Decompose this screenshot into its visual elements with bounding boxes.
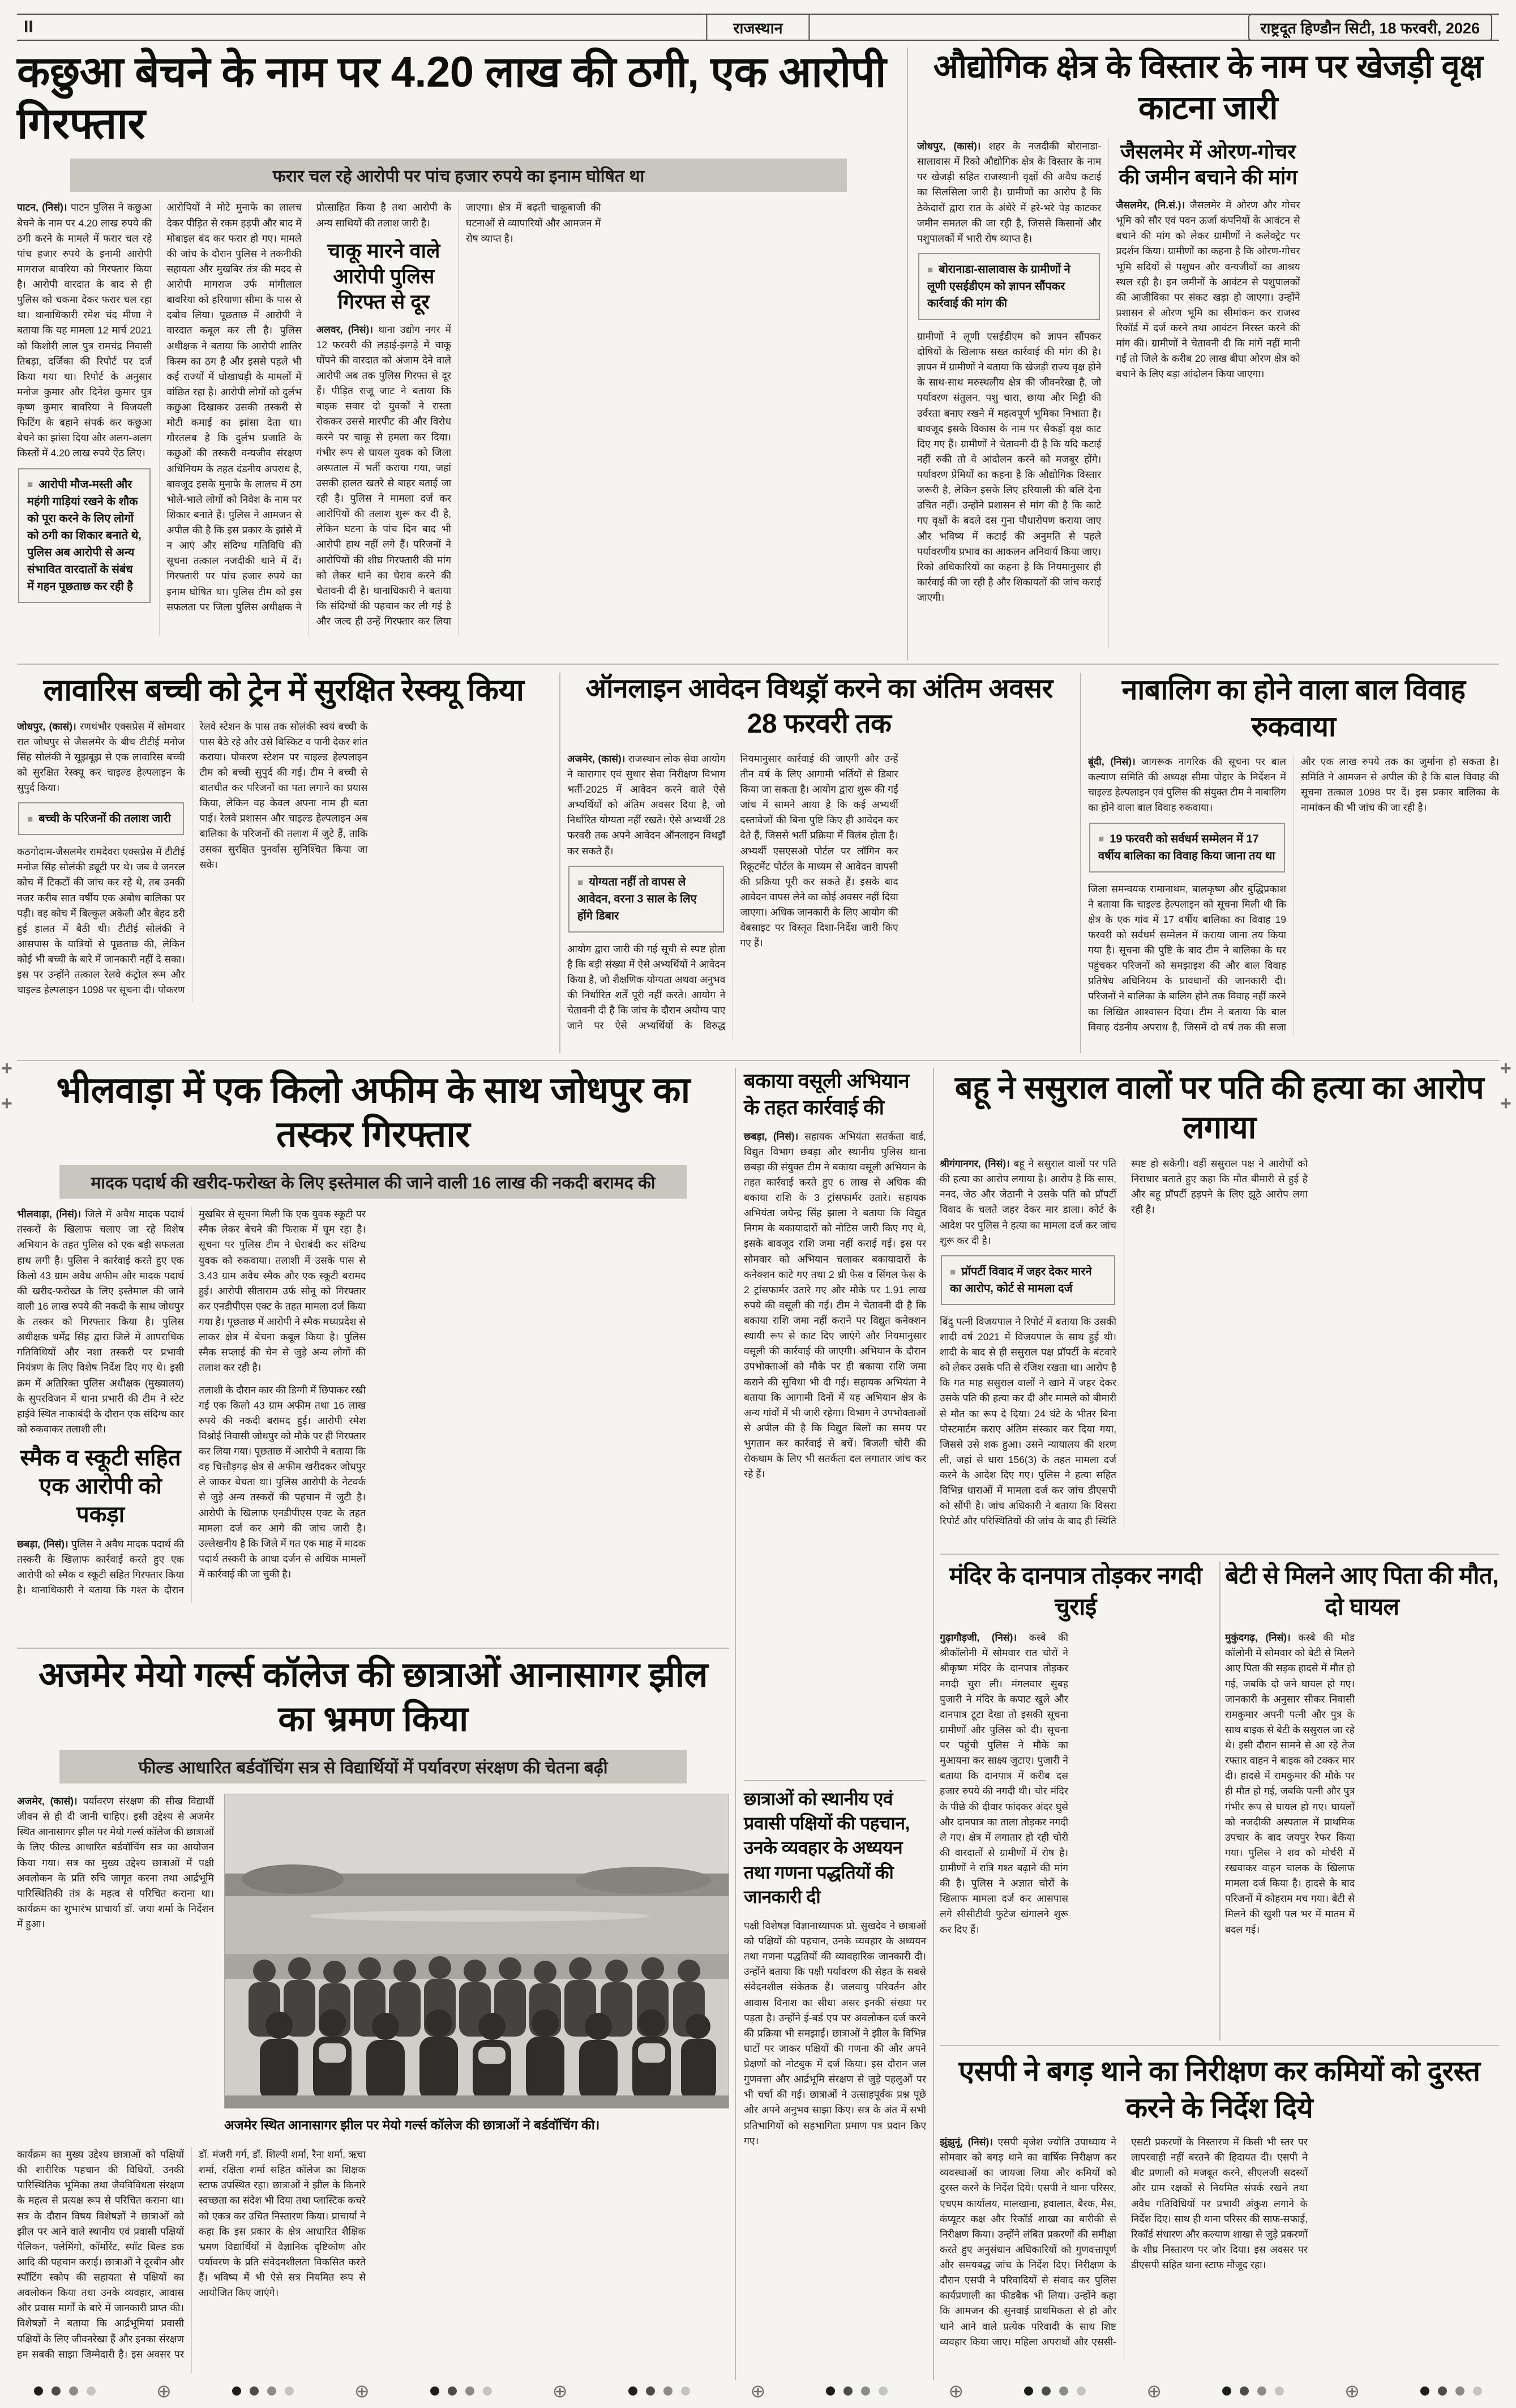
- registration-dot: [1240, 2386, 1249, 2396]
- article-khejri-trees: [917, 46, 1499, 660]
- body-text: पक्षी विशेषज्ञ विज्ञानाध्यापक प्रो. सुखदेव ने छात्राओं को पक्षियों की पहचान, उनके व्यवहार के अध्ययन तथा गणना पद्धतियों की व्यावहारिक जानकारी दी। उन्होंने बताया कि पक्षी पर्यावरण की सेहत के सबसे संवेदनशील संकेतक हैं। जलवायु परिवर्तन और आवास विनाश का सीधा असर इनकी संख्या पर पड़ता है। उन्होंने ई-बर्ड एप पर अवलोकन दर्ज करने की प्रक्रिया भी समझाई। छात्राओं ने झील के विभिन्न घाटों पर जाकर पक्षियों की गणना की और अपने प्रेक्षणों को नोटबुक में दर्ज किया। इस दौरान जल गुणवत्ता और आर्द्रभूमि संरक्षण से जुड़े पहलुओं पर भी चर्चा की गई। छात्राओं ने उत्साहपूर्वक प्रश्न पूछे और अपने अनुभव साझा किए। सत्र के अंत में सभी प्रतिभागियों को सहभागिता प्रमाण पत्र प्रदान किए गए।: [744, 1919, 926, 2146]
- article-child-marriage: [1088, 671, 1499, 1054]
- registration-dot: [285, 2386, 294, 2396]
- students-birdwatching-photo: [224, 1794, 729, 2108]
- article-headline: लावारिस बच्ची को ट्रेन में सुरक्षित रेस्क्यू किया: [43, 673, 524, 707]
- article-body: [1225, 1630, 1499, 2026]
- dateline: अलवर, (निसं)।: [316, 323, 373, 335]
- box-bullet-icon: ■: [27, 814, 33, 825]
- row-divider: [744, 1780, 926, 1781]
- highlight-text: योग्यता नहीं तो वापस ले आवेदन, वरना 3 साल के लिए होंगे डिबार: [577, 875, 697, 922]
- registration-dot: [1059, 2386, 1068, 2396]
- body-text: कार्यक्रम का मुख्य उद्देश्य छात्राओं को पक्षियों की शारीरिक पहचान की विधियों, उनकी पारिस्थितिक भूमिका तथा जैवविविधता संरक्षण के महत्व से प्रत्यक्ष रूप से परिचित कराना था। सत्र के दौरान विषय विशेषज्ञों ने छात्राओं को झील पर आने वाले स्थानीय एवं प्रवासी पक्षियों पेलिकन, फ्लेमिंगो, कॉर्मोरेंट, स्पॉट बिल्ड डक आदि की पहचान कराई। छात्राओं ने दूरबीन और स्पॉटिंग स्कोप की सहायता से पक्षियों का अवलोकन किया तथा उनके व्यवहार, आवास और प्रवास मार्गों के बारे में जानकारी प्राप्त की। विशेषज्ञों ने बताया कि आर्द्रभूमियां प्रवासी पक्षियों के लिए जीवनरेखा हैं और इनका संरक्षण हम सबकी साझा जिम्मेदारी है। इस अवसर पर डॉ. मंजरी गर्ग, डॉ. शिल्पी शर्मा, रैना शर्मा, ऋचा शर्मा, रक्षिता शर्मा सहित कॉलेज का शिक्षक स्टाफ उपस्थित रहा। छात्राओं ने झील के किनारे स्वच्छता का संदेश भी दिया तथा प्लास्टिक कचरे को एकत्र कर उचित निस्तारण किया। प्राचार्या ने कहा कि इस प्रकार के क्षेत्र आधारित शैक्षिक भ्रमण विद्यार्थियों में वैज्ञानिक दृष्टिकोण और पर्यावरण के प्रति संवेदनशीलता विकसित करते हैं। भविष्य में भी ऐसे सत्र नियमित रूप से आयोजित किए जाएंगे।: [17, 2149, 366, 2360]
- article-body: [1088, 754, 1499, 1037]
- crop-mark-icon: +: [1, 1058, 12, 1079]
- body-text: कस्बे की मोड कॉलोनी में सोमवार को बेटी से मिलने आए पिता की सड़क हादसे में मौत हो गई, जबकि दो जने घायल हो गए। जानकारी के अनुसार सीकर निवासी रामकुमार अपनी पत्नी और पुत्र के साथ बाइक से बेटी के ससुराल जा रहे थे। इसी दौरान सामने से आ रहे तेज रफ्तार वाहन ने बाइक को टक्कर मार दी। हादसे में रामकुमार की मौके पर ही मौत हो गई, जबकि पत्नी और पुत्र गंभीर रूप से घायल हो गए। घायलों को नजदीकी अस्पताल में प्राथमिक उपचार के बाद जयपुर रेफर किया गया। पुलिस ने शव को मोर्चरी में रखवाकर वाहन चालक के खिलाफ मामला दर्ज किया है। हादसे के बाद परिजनों में कोहराम मच गया। बेटी से मिलने की खुशी पल भर में मातम में बदल गई।: [1225, 1632, 1355, 1935]
- article-opium-smuggler: [17, 1068, 729, 1643]
- article-mayo-birdwatching: [17, 1653, 729, 2380]
- dateline: जोधपुर, (कासं)।: [917, 140, 981, 152]
- crop-mark-icon: +: [1500, 1058, 1511, 1079]
- registration-dot: [826, 2386, 835, 2396]
- article-headline: बकाया वसूली अभियान के तहत कार्रवाई की: [744, 1069, 910, 1119]
- registration-dot: [1275, 2386, 1284, 2396]
- registration-dot: [628, 2386, 637, 2396]
- registration-cross-icon: ⊕: [354, 2381, 370, 2401]
- dateline: बूंदी, (निसं)।: [1088, 756, 1136, 767]
- registration-dots: [34, 2386, 96, 2396]
- registration-dots: [826, 2386, 888, 2396]
- article-murder-allegation: [940, 1068, 1499, 1549]
- registration-dot: [430, 2386, 439, 2396]
- registration-dot: [34, 2386, 43, 2396]
- article-headline: एसपी ने बगड़ थाने का निरीक्षण कर कमियों को दुरस्त करने के निर्देश दिये: [958, 2055, 1480, 2124]
- dateline: गुढ़ागौड़जी, (निसं)।: [940, 1632, 1017, 1644]
- dateline: भीलवाड़ा, (निसं)।: [17, 1208, 82, 1220]
- body-text: पुलिस ने अवैध मादक पदार्थ की तस्करी के खिलाफ कार्रवाई करते हुए एक आरोपी को स्मैक व स्कूटी सहित गिरफ्तार किया है। थानाधिकारी ने बताया कि गश्त के दौरान मुखबिर से सूचना मिली कि एक युवक स्कूटी पर स्मैक लेकर बेचने की फिराक में घूम रहा है। सूचना पर पुलिस टीम ने घेराबंदी कर संदिग्ध युवक को रुकवाया। तलाशी में उसके पास से 3.43 ग्राम अवैध स्मैक और एक स्कूटी बरामद हुई। आरोपी सीताराम उर्फ सोनू को गिरफ्तार कर एनडीपीएस एक्ट के तहत मामला दर्ज किया गया है। पूछताछ में आरोपी ने स्मैक मध्यप्रदेश से लाकर क्षेत्र में बेचना कबूल किया है। पुलिस स्मैक सप्लाई की चेन से जुड़े अन्य लोगों की तलाश कर रही है।: [17, 1208, 366, 1596]
- article-rpsc-withdraw: [567, 671, 1071, 1054]
- article-body: [917, 139, 1499, 648]
- section-title: राजस्थान: [706, 15, 810, 40]
- column-divider: [735, 1068, 736, 2380]
- registration-dots: [232, 2386, 294, 2396]
- registration-dot: [1024, 2386, 1033, 2396]
- body-text: राजस्थान लोक सेवा आयोग ने कारागार एवं सुधार सेवा निरीक्षण विभाग भर्ती-2025 में आवेदन करने वाले ऐसे अभ्यर्थियों को अंतिम अवसर दिया है, जो निर्धारित योग्यता नहीं रखते। ऐसे अभ्यर्थी 28 फरवरी तक अपने आवेदन ऑनलाइन विथड्रॉ कर सकते हैं।: [567, 752, 726, 857]
- registration-dot: [1257, 2386, 1266, 2396]
- highlight-box: [1089, 823, 1285, 872]
- registration-dot: [1222, 2386, 1231, 2396]
- crop-mark-icon: +: [1500, 1093, 1511, 1114]
- article-train-rescue: [17, 671, 550, 1054]
- registration-dot: [681, 2386, 690, 2396]
- body-text: एसपी बृजेश ज्योति उपाध्याय ने सोमवार को बगड़ थाने का वार्षिक निरीक्षण कर व्यवस्थाओं का जायजा लिया और कमियों को दुरस्त करने के निर्देश दिये। एसपी ने थाना परिसर, एचएम कार्यालय, मालखाना, हवालात, बैरक, मैस, कंप्यूटर कक्ष और रिकॉर्ड शाखा का बारीकी से निरीक्षण किया। उन्होंने लंबित प्रकरणों की समीक्षा करते हुए अनुसंधान अधिकारियों को गुणवत्तापूर्ण और समयबद्ध जांच के निर्देश दिए। निरीक्षण के दौरान एसपी ने परिवादियों से संवाद कर पुलिस कार्यप्रणाली का फीडबैक भी लिया। उन्होंने कहा कि आमजन की सुनवाई प्राथमिकता से हो और थाने आने वाले प्रत्येक परिवादी के साथ शिष्ट व्यवहार किया जाए। महिला अपराधों और एससी-एसटी प्रकरणों के निस्तारण में किसी भी स्तर पर लापरवाही नहीं बरतने की हिदायत दी। एसपी ने बीट प्रणाली को मजबूत करने, सीएलजी सदस्यों और ग्राम रक्षकों से नियमित संपर्क रखने तथा अवैध गतिविधियों पर प्रभावी अंकुश लगाने के निर्देश दिए। साथ ही थाना परिसर की साफ-सफाई, रिकॉर्ड संधारण और कल्याण शाखा से जुड़े प्रकरणों के शीघ्र निस्तारण पर जोर दिया। इस अवसर पर डीएसपी सहित थाना स्टाफ मौजूद रहा।: [940, 2136, 1308, 2347]
- body-text: जिले में अवैध मादक पदार्थ तस्करों के खिलाफ चलाए जा रहे विशेष अभियान के तहत पुलिस को एक बड़ी सफलता हाथ लगी है। पुलिस ने कार्रवाई करते हुए एक किलो 43 ग्राम अवैध अफीम और मादक पदार्थ की खरीद-फरोख्त के लिए इस्तेमाल की जाने वाली 16 लाख रुपये की नकदी के साथ जोधपुर के तस्कर को गिरफ्तार किया है। पुलिस अधीक्षक धर्मेंद्र सिंह द्वारा जिले में आपराधिक गतिविधियों और नशा तस्करी पर प्रभावी नियंत्रण के लिए विशेष निर्देश दिए गए थे। इसी क्रम में अतिरिक्त पुलिस अधीक्षक (मुख्यालय) के सुपरविजन में थाना प्रभारी की टीम ने स्टेट हाईवे स्थित नाकाबंदी के दौरान एक संदिग्ध कार को रुकवाकर तलाशी ली।: [17, 1208, 184, 1435]
- registration-dot: [1455, 2386, 1464, 2396]
- body-text: कस्बे की श्रीकॉलोनी में सोमवार रात चोरों ने श्रीकृष्ण मंदिर के दानपात्र तोड़कर नगदी चुरा ली। मंगलवार सुबह पुजारी ने मंदिर के कपाट खुले और दानपात्र टूटा देखा तो इसकी सूचना ग्रामीणों और पुलिस को दी। सूचना पर पहुंची पुलिस ने मौके का मुआयना कर साक्ष्य जुटाए। पुजारी ने बताया कि दानपात्र में करीब दस हजार रुपये की नगदी थी। चोर मंदिर के पीछे की दीवार फांदकर अंदर घुसे और दानपात्र का ताला तोड़कर नगदी ले गए। क्षेत्र में लगातार हो रही चोरी की वारदातों से ग्रामीणों में रोष है। ग्रामीणों ने रात्रि गश्त बढ़ाने की मांग की है। पुलिस ने अज्ञात चोरों के खिलाफ मामला दर्ज कर आसपास लगे सीसीटीवी फुटेज खंगालने शुरू कर दिए हैं।: [940, 1632, 1068, 1935]
- row-divider: [940, 2045, 1499, 2046]
- body-text: जैसलमेर में ओरण और गोचर भूमि को सौर एवं पवन ऊर्जा कंपनियों के आवंटन से बचाने की मांग को लेकर ग्रामीणों ने कलेक्ट्रेट पर प्रदर्शन किया। ग्रामीणों का कहना है कि ओरण-गोचर भूमि सदियों से पशुधन और वन्यजीवों का आश्रय स्थल रही है। इन जमीनों के आवंटन से पशुपालकों की आजीविका पर संकट खड़ा हो जाएगा। उन्होंने प्रशासन से ओरण भूमि का सीमांकन कर राजस्व रिकॉर्ड में दर्ज करने तथा आवंटन निरस्त करने की मांग की। ग्रामीणों ने चेतावनी दी कि मांगें नहीं मानी गईं तो जिले के करीब 20 लाख बीघा ओरण क्षेत्र को बचाने के लिए बड़ा आंदोलन किया जाएगा।: [1116, 199, 1300, 380]
- registration-dot: [52, 2386, 61, 2396]
- body-text: कठगोदाम-जैसलमेर रामदेवरा एक्सप्रेस में टीटीई मनोज सिंह सोलंकी ड्यूटी पर थे। जब वे जनरल कोच में टिकटों की जांच कर रहे थे, तब उनकी नजर करीब सात वर्षीय एक अबोध बालिका पर पड़ी। वह कोच में बिल्कुल अकेली और बेहद डरी हुई हालत में बैठी थी। टीटीई सोलंकी ने आसपास के यात्रियों से पूछताछ की, लेकिन कोई भी बच्ची के बारे में जानकारी नहीं दे सका। इस पर उन्होंने तत्काल रेलवे कंट्रोल रूम और चाइल्ड हेल्पलाइन 1098 पर सूचना दी। पोकरण रेलवे स्टेशन के पास तक सोलंकी स्वयं बच्ची के पास बैठे रहे और उसे बिस्किट व पानी देकर शांत कराया। पोकरण स्टेशन पर चाइल्ड हेल्पलाइन टीम को बच्ची सुपुर्द की गई। टीम ने बच्ची से बातचीत कर परिजनों का पता लगाने का प्रयास किया, लेकिन वह केवल अपना नाम ही बता पाई। रेलवे प्रशासन और चाइल्ड हेल्पलाइन अब बालिका के परिजनों की तलाश में जुटे हैं, ताकि उसका सुरक्षित पुनर्वास सुनिश्चित किया जा सके।: [17, 720, 368, 996]
- registration-dot: [483, 2386, 492, 2396]
- registration-cross-icon: ⊕: [948, 2381, 964, 2401]
- box-bullet-icon: ■: [927, 264, 933, 275]
- highlight-text: बोरानाडा-सालावास के ग्रामीणों ने लूणी एसईडीएम को ज्ञापन सौंपकर कार्रवाई की मांग की: [927, 263, 1070, 310]
- article-sp-inspection: [940, 2053, 1499, 2380]
- body-text: आयोग द्वारा जारी की गई सूची से स्पष्ट होता है कि बड़ी संख्या में ऐसे अभ्यर्थियों ने आवेदन किया है, जो शैक्षणिक योग्यता अथवा अनुभव की निर्धारित शर्तें पूरी नहीं करते। आयोग ने चेतावनी दी है कि जांच के दौरान अयोग्य पाए जाने पर ऐसे अभ्यर्थियों के विरुद्ध नियमानुसार कार्रवाई की जाएगी और उन्हें तीन वर्ष के लिए आगामी भर्तियों से डिबार किया जा सकता है। आयोग द्वारा शुरू की गई जांच में सामने आया है कि कई अभ्यर्थी दस्तावेजों की बिना पुष्टि किए ही आवेदन कर देते हैं, जिससे भर्ती प्रक्रिया में विलंब होता है। अभ्यर्थी एसएसओ पोर्टल पर लॉगिन कर रिक्रूटमेंट पोर्टल के माध्यम से आवेदन वापसी की प्रक्रिया पूरी कर सकते हैं। इसके बाद आवेदन वापस लेने का कोई अवसर नहीं दिया जाएगा। अधिक जानकारी के लिए आयोग की वेबसाइट पर विस्तृत दिशा-निर्देश जारी किए गए हैं।: [567, 752, 898, 1032]
- registration-dot: [1077, 2386, 1086, 2396]
- article-headline: छात्राओं को स्थानीय एवं प्रवासी पक्षियों की पहचान, उनके व्यवहार के अध्ययन तथा गणना पद्धतियों की जानकारी दी: [744, 1789, 910, 1907]
- highlight-text: आरोपी मौज-मस्ती और महंगी गाड़ियां रखने के शौक को पूरा करने के लिए लोगों को ठगी का शिकार बनाते थे, पुलिस अब आरोपी से अन्य संभावित वारदातों के संबंध में गहन पूछताछ कर रही है: [27, 478, 142, 593]
- highlight-box: [18, 802, 184, 835]
- row-divider: [940, 1554, 1499, 1555]
- photo-caption: अजमेर स्थित आनासागर झील पर मेयो गर्ल्स कॉलेज की छात्राओं ने बर्डवॉचिंग की।: [224, 2118, 600, 2132]
- registration-dots: [1024, 2386, 1086, 2396]
- body-text: शहर के नजदीकी बोरानाडा-सालावास में रिको औद्योगिक क्षेत्र के विस्तार के नाम पर खेजड़ी सहित राजस्थानी वृक्षों की अवैध कटाई का सिलसिला जारी है। ग्रामीणों का आरोप है कि ठेकेदारों द्वारा रात के अंधेरे में हरे-भरे पेड़ काटकर जमीन समतल की जा रही है, जिससे किसानों और पशुपालकों में भारी रोष व्याप्त है।: [917, 140, 1102, 244]
- registration-cross-icon: ⊕: [750, 2381, 766, 2401]
- article-body: [17, 719, 550, 1002]
- article-headline: मंदिर के दानपात्र तोड़कर नगदी चुराई: [949, 1562, 1202, 1620]
- article-headline: भीलवाड़ा में एक किलो अफीम के साथ जोधपुर का तस्कर गिरफ्तार: [56, 1070, 690, 1155]
- box-bullet-icon: ■: [27, 479, 33, 490]
- body-text: पाटन पुलिस ने कछुआ बेचने के नाम पर 4.20 लाख रुपये की ठगी करने के मामले में फरार चल रहे पांच हजार रुपये के इनामी आरोपी मागराज बावरिया को गिरफ्तार किया है। आरोपी वारदात के बाद से ही पुलिस को चकमा देकर फरार चल रहा था। थानाधिकारी रमेश चंद मीणा ने बताया कि यह मामला 12 मार्च 2021 को किशोरी लाल पुत्र रामचंद्र निवासी तिबड़ा, दर्जिका की रिपोर्ट पर दर्ज किया गया था। रिपोर्ट के अनुसार मनोज कुमार और दिनेश कुमार पुत्र कृष्ण कुमार बावरिया ने विजयली फिटिंग के बहाने संपर्क कर कछुआ बेचने का झांसा दिया और अलग-अलग किस्तों में 4.20 लाख रुपये ऐंठ लिए।: [17, 202, 152, 459]
- body-text: पर्यावरण संरक्षण की सीख विद्यार्थी जीवन से ही दी जानी चाहिए। इसी उद्देश्य से अजमेर स्थित आनासागर झील पर मेयो गर्ल्स कॉलेज की छात्राओं के लिए फील्ड आधारित बर्डवॉचिंग सत्र का आयोजन किया गया। सत्र का मुख्य उद्देश्य छात्राओं में पक्षी अवलोकन के प्रति रुचि जागृत करना तथा आर्द्रभूमि पारिस्थितिकी तंत्र के महत्व से परिचित कराना था। कार्यक्रम का शुभारंभ प्राचार्या डॉ. जया शर्मा के निर्देशन में हुआ।: [17, 1795, 214, 1930]
- paragraph: [17, 1207, 184, 1437]
- sub-story-headline: स्मैक व स्कूटी सहित एक आरोपी को पकड़ा: [20, 1445, 181, 1528]
- column-divider: [907, 48, 908, 660]
- registration-dots: [430, 2386, 492, 2396]
- article-dues-recovery: [744, 1068, 926, 1776]
- article-body: [17, 1207, 729, 1603]
- photo-illustration: [225, 1794, 729, 2108]
- paragraph: [17, 1794, 214, 1932]
- body-text: आरोपियों ने मोटे मुनाफे का लालच देकर पीड़ित से रकम हड़पी और बाद में मोबाइल बंद कर फरार हो गए। मामले की जांच के दौरान पुलिस ने तकनीकी सहायता और मुखबिर तंत्र की मदद से आरोपी मागराज उर्फ मांगीलाल बावरिया को हरियाणा सीमा के पास से दबोच लिया। पूछताछ में आरोपी ने वारदात कबूल कर ली है। पुलिस अधीक्षक ने बताया कि आरोपी शातिर किस्म का ठग है और इससे पहले भी कई राज्यों में धोखाधड़ी के मामलों में वांछित रहा है। आरोपी लोगों को दुर्लभ कछुआ दिखाकर उसकी तस्करी से मोटी कमाई का झांसा देता था। गौरतलब है कि दुर्लभ प्रजाति के कछुओं की तस्करी वन्यजीव संरक्षण अधिनियम के तहत दंडनीय अपराध है, बावजूद इसके मुनाफे के लालच में ठग भोले-भाले लोगों को निवेश के नाम पर शिकार बनाते हैं। पुलिस ने आमजन से अपील की है कि इस प्रकार के झांसे में न आएं और संदिग्ध गतिविधि की सूचना तत्काल नजदीकी थाने में दें। गिरफ्तारी पर पांच हजार रुपये का इनाम घोषित था। पुलिस टीम को इस सफलता पर जिला पुलिस अधीक्षक ने प्रोत्साहित किया है तथा आरोपी के अन्य साथियों की तलाश जारी है।: [166, 202, 451, 613]
- article-subhead-bar: मादक पदार्थ की खरीद-फरोख्त के लिए इस्तेमाल की जाने वाली 16 लाख की नकदी बरामद की: [59, 1165, 686, 1199]
- dateline: झुंझुनूं, (निसं)।: [940, 2136, 993, 2148]
- highlight-box: [918, 253, 1100, 320]
- paragraph: [917, 139, 1101, 246]
- box-bullet-icon: ■: [577, 876, 584, 888]
- body-text: सहायक अभियंता सतर्कता वार्ड, विद्युत विभाग छबड़ा और स्थानीय पुलिस थाना छबड़ा की संयुक्त टीम ने बकाया वसूली अभियान के तहत कार्रवाई करते हुए 6 लाख से अधिक की बकाया राशि के 3 ट्रांसफार्मर उतारे। सहायक अभियंता जयेन्द्र सिंह झाला ने बताया कि विद्युत निगम के बकायादारों को नोटिस जारी किए गए थे, इसके बावजूद राशि जमा नहीं कराई गई। इस पर सोमवार को अभियान चलाकर बकायादारों के कनेक्शन काटे गए तथा 2 थ्री फेस व सिंगल फेस के 2 ट्रांसफार्मर उतारे गए और मौके पर 1.91 लाख रुपये की वसूली की गई। टीम ने चेतावनी दी है कि बकाया राशि जमा नहीं कराने पर विद्युत कनेक्शन स्थायी रूप से काट दिए जाएंगे और नियमानुसार वसूली की कार्रवाई की जाएगी। अभियान के दौरान उपभोक्ताओं को मौके पर ही बकाया राशि जमा कराने की सुविधा भी दी गई। सहायक अभियंता ने बताया कि आगामी दिनों में यह अभियान क्षेत्र के अन्य गांवों में भी जारी रहेगा। विभाग ने उपभोक्ताओं से अपील की है कि विद्युत बिलों का समय पर भुगतान कर कार्रवाई से बचें। बिजली चोरी की रोकथाम के लिए भी सतर्कता दल लगातार जांच कर रहे हैं।: [744, 1130, 926, 1480]
- paragraph: [744, 1129, 926, 1482]
- dateline: जोधपुर, (कासं)।: [17, 720, 76, 732]
- article-father-death: [1225, 1560, 1499, 2042]
- registration-dot: [1438, 2386, 1447, 2396]
- article-temple-theft: [940, 1560, 1211, 2042]
- registration-cross-icon: ⊕: [156, 2381, 172, 2401]
- registration-dot: [87, 2386, 96, 2396]
- highlight-text: 19 फरवरी को सर्वधर्म सम्मेलन में 17 वर्षीय बालिका का विवाह किया जाना तय था: [1098, 832, 1275, 862]
- paragraph: [940, 2135, 1308, 2361]
- paragraph: [17, 719, 185, 796]
- registration-dot: [465, 2386, 474, 2396]
- paragraph: [567, 751, 725, 859]
- highlight-box: [568, 866, 724, 933]
- article-tortoise-fraud: [17, 46, 900, 660]
- article-body: [940, 1156, 1499, 1530]
- article-intro-column: [17, 1794, 214, 2131]
- sub-story-headline: जैसलमेर में ओरण-गोचर की जमीन बचाने की मांग: [1119, 140, 1297, 189]
- sub-story-headline: चाकू मारने वाले आरोपी पुलिस गिरफ्त से दूर: [327, 238, 440, 313]
- article-headline: औद्योगिक क्षेत्र के विस्तार के नाम पर खेजड़ी वृक्ष काटना जारी: [933, 48, 1483, 126]
- box-bullet-icon: ■: [1098, 833, 1104, 845]
- dateline: पाटन, (निसं)।: [17, 202, 67, 213]
- article-subhead-bar: फरार चल रहे आरोपी पर पांच हजार रुपये का इनाम घोषित था: [70, 159, 847, 192]
- dateline: मुकुंदगढ़, (निसं)।: [1225, 1632, 1291, 1644]
- registration-dot: [267, 2386, 276, 2396]
- row-divider: [17, 1648, 729, 1649]
- highlight-text: बच्ची के परिजनों की तलाश जारी: [38, 812, 171, 826]
- row-divider: [17, 664, 1499, 665]
- registration-dots: [628, 2386, 690, 2396]
- registration-dot: [232, 2386, 241, 2396]
- dateline: अजमेर, (कासं)।: [567, 752, 626, 764]
- dateline: छबड़ा, (निसं)।: [17, 1538, 68, 1550]
- paragraph: [1225, 1630, 1355, 1937]
- registration-dot: [250, 2386, 259, 2396]
- registration-cross-icon: ⊕: [1146, 2381, 1162, 2401]
- article-headline: अजमेर मेयो गर्ल्स कॉलेज की छात्राओं आनासागर झील का भ्रमण किया: [38, 1656, 708, 1739]
- row-divider: [17, 1060, 1499, 1061]
- registration-dot: [69, 2386, 78, 2396]
- registration-dots: [1222, 2386, 1284, 2396]
- article-headline: बहू ने ससुराल वालों पर पति की हत्या का आरोप लगाया: [954, 1070, 1484, 1145]
- registration-dot: [861, 2386, 870, 2396]
- article-headline: बेटी से मिलने आए पिता की मौत, दो घायल: [1225, 1562, 1499, 1620]
- registration-cross-icon: ⊕: [552, 2381, 568, 2401]
- dateline: अजमेर, (कासं)।: [17, 1795, 78, 1807]
- highlight-text: प्रॉपर्टी विवाद में जहर देकर मारने का आरोप, कोर्ट से मामला दर्ज: [950, 1265, 1092, 1295]
- body-text: रणथंभौर एक्सप्रेस में सोमवार रात जोधपुर से जैसलमेर के बीच टीटीई मनोज सिंह सोलंकी ने सूझबूझ से एक लावारिस बच्ची को सुरक्षित रेस्क्यू कर चाइल्ड हेल्पलाइन के सुपुर्द किया।: [17, 720, 185, 793]
- article-headline: ऑनलाइन आवेदन विथड्रॉ करने का अंतिम अवसर 28 फरवरी तक: [585, 674, 1053, 739]
- body-text: तलाशी के दौरान कार की डिग्गी में छिपाकर रखी गई एक किलो 43 ग्राम अफीम तथा 16 लाख रुपये की नकदी बरामद हुई। आरोपी रमेश विश्नोई निवासी जोधपुर को मौके पर ही गिरफ्तार कर लिया गया। पूछताछ में आरोपी ने बताया कि वह चित्तौड़गढ़ क्षेत्र से अफीम खरीदकर जोधपुर ले जाकर बेचता था। पुलिस आरोपी के नेटवर्क से जुड़े अन्य तस्करों की पहचान में जुटी है। आरोपी के खिलाफ एनडीपीएस एक्ट के तहत मामला दर्ज कर आगे की जांच जारी है। उल्लेखनीय है कि जिले में गत एक माह में मादक पदार्थ तस्करी के आधा दर्जन से अधिक मामलों में कार्रवाई की जा चुकी है।: [199, 1384, 366, 1580]
- registration-marks: [34, 2380, 1482, 2402]
- dateline: जैसलमेर, (नि.सं.)।: [1116, 199, 1185, 211]
- body-text: ग्रामीणों ने लूणी एसईडीएम को ज्ञापन सौंपकर दोषियों के खिलाफ सख्त कार्रवाई की मांग की है। ज्ञापन में ग्रामीणों ने बताया कि खेजड़ी राज्य वृक्ष होने के साथ-साथ मरुस्थलीय क्षेत्र की जीवनरेखा है, जो पर्यावरण संतुलन, पशु चारा, छाया और मिट्टी की उर्वरता बनाए रखने में महत्वपूर्ण भूमिका निभाता है। बावजूद इसके विकास के नाम पर सैकड़ों वृक्ष काट दिए गए हैं। ग्रामीणों ने चेतावनी दी है कि यदि कटाई नहीं रुकी तो वे आंदोलन करने को मजबूर होंगे। पर्यावरण प्रेमियों का कहना है कि औद्योगिक विस्तार जरूरी है, लेकिन इसके लिए हरियाली की बलि देना उचित नहीं। उन्होंने प्रशासन से मांग की है कि काटे गए वृक्षों के बदले दस गुना पौधारोपण कराया जाए और भविष्य में कटाई की अनुमति से पहले पर्यावरणीय प्रभाव का आकलन अनिवार्य किया जाए। रिको अधिकारियों का कहना है कि नियमानुसार ही कार्रवाई की जा रही है और शिकायतों की जांच कराई जाएगी।: [917, 330, 1102, 603]
- body-text: थाना उद्योग नगर में 12 फरवरी की लड़ाई-झगड़े में चाकू घोंपने की वारदात को अंजाम देने वाले आरोपी अब तक पुलिस गिरफ्त से दूर हैं। पीड़ित राजू जाट ने बताया कि बाइक सवार दो युवकों ने रास्ता रोककर उससे मारपीट की और विरोध करने पर चाकू से हमला कर दिया। गंभीर रूप से घायल युवक को जिला अस्पताल में भर्ती कराया गया, जहां उसकी हालत खतरे से बाहर बताई जा रही है। पुलिस ने मामला दर्ज कर आरोपियों की तलाश शुरू कर दी है, लेकिन घटना के पांच दिन बाद भी आरोपी हाथ नहीं लगे हैं। परिजनों ने आरोपियों की शीघ्र गिरफ्तारी की मांग को लेकर थाने का घेराव करने की चेतावनी दी है। थानाधिकारी ने बताया कि संदिग्धों की पहचान कर ली गई है और जल्द ही उन्हें गिरफ्तार कर लिया जाएगा। क्षेत्र में बढ़ती चाकूबाजी की घटनाओं से व्यापारियों और आमजन में रोष व्याप्त है।: [316, 202, 601, 627]
- column-divider: [559, 673, 560, 1053]
- dateline: श्रीगंगानगर, (निसं)।: [940, 1158, 1010, 1169]
- body-text: बिंदु पत्नी विजयपाल ने रिपोर्ट में बताया कि उसकी शादी वर्ष 2021 में विजयपाल के साथ हुई थी। शादी के बाद से ही ससुराल पक्ष प्रॉपर्टी के बंटवारे को लेकर उसके पति से रंजिश रखता था। आरोप है कि गत माह ससुराल वालों ने खाने में जहर देकर उसके पति की हत्या कर दी और मामले को बीमारी से मौत का रूप दे दिया। 24 घंटे के भीतर बिना पोस्टमार्टम कराए अंतिम संस्कार कर दिया गया, जिससे उसे शक हुआ। उसने न्यायालय की शरण ली, जहां से धारा 156(3) के तहत मामला दर्ज करने के आदेश दिए गए। पुलिस ने हत्या सहित विभिन्न धाराओं में मामला दर्ज कर जांच डीएसपी को सौंपी है। जांच अधिकारी ने बताया कि विसरा रिपोर्ट और परिस्थितियों की जांच के बाद ही स्थिति स्पष्ट हो सकेगी। वहीं ससुराल पक्ष ने आरोपों को निराधार बताते हुए कहा कि मौत बीमारी से हुई है और बहू प्रॉपर्टी हड़पने के लिए झूठे आरोप लगा रही है।: [940, 1158, 1308, 1527]
- paragraph: [940, 1156, 1116, 1248]
- highlight-box: [18, 468, 151, 603]
- registration-dot: [646, 2386, 655, 2396]
- article-body: [17, 2147, 729, 2373]
- article-body: [567, 751, 1071, 1040]
- body-text: जिला समन्वयक रामानाथम, बालकृष्ण और बुद्धिप्रकाश ने बताया कि चाइल्ड हेल्पलाइन को सूचना मिली थी कि क्षेत्र के एक गांव में 17 वर्षीय बालिका का विवाह 19 फरवरी को सर्वधर्म सम्मेलन में कराया जाना तय किया गया है। सूचना की पुष्टि के बाद टीम ने बालिका के घर पहुंचकर परिजनों को समझाइश की और बाल विवाह प्रतिषेध अधिनियम के प्रावधानों की जानकारी दी। परिजनों ने बालिका के बालिग होने तक विवाह नहीं करने का लिखित आश्वासन दिया। टीम ने बताया कि बाल विवाह दंडनीय अपराध है, जिसमें दो वर्ष तक की सजा और एक लाख रुपये तक का जुर्माना हो सकता है। समिति ने आमजन से अपील की है कि बाल विवाह की सूचना तत्काल 1098 पर दें। इस प्रकार बालिका के नामांकन की भी जांच की जा रही है।: [1088, 756, 1499, 1033]
- paragraph: [17, 200, 152, 461]
- page-number: II: [24, 18, 33, 36]
- registration-dot: [448, 2386, 457, 2396]
- registration-dot: [1042, 2386, 1051, 2396]
- article-body: [940, 1630, 1211, 2026]
- registration-dot: [663, 2386, 673, 2396]
- column-divider: [1219, 1562, 1220, 2041]
- article-bird-info-column: [744, 1787, 926, 2380]
- paragraph: [1088, 754, 1286, 816]
- column-divider: [933, 1068, 934, 2380]
- body-text: बहू ने ससुराल वालों पर पति की हत्या का आरोप लगाया है। आरोप है कि सास, ननद, जेठ और जेठानी ने उसके पति को प्रॉपर्टी विवाद के चलते जहर देकर मार डाला। कोर्ट के आदेश पर पुलिस ने हत्या का मामला दर्ज कर जांच शुरू कर दी है।: [940, 1158, 1116, 1246]
- registration-dots: [1420, 2386, 1482, 2396]
- article-body: [940, 2135, 1499, 2361]
- registration-dot: [1473, 2386, 1482, 2396]
- paragraph: [940, 1630, 1068, 1937]
- article-headline: कछुआ बेचने के नाम पर 4.20 लाख की ठगी, एक आरोपी गिरफ्तार: [17, 48, 887, 148]
- column-divider: [1080, 673, 1081, 1053]
- dateline: छबड़ा, (निसं)।: [744, 1130, 799, 1142]
- registration-cross-icon: ⊕: [1344, 2381, 1360, 2401]
- box-bullet-icon: ■: [950, 1266, 956, 1277]
- crop-mark-icon: +: [1, 1093, 12, 1114]
- registration-dot: [843, 2386, 853, 2396]
- article-body: [17, 200, 900, 636]
- article-subhead-bar: फील्ड आधारित बर्डवॉचिंग सत्र से विद्यार्थियों में पर्यावरण संरक्षण की चेतना बढ़ी: [59, 1750, 686, 1783]
- body-text: जागरूक नागरिक की सूचना पर बाल कल्याण समिति की अध्यक्ष सीमा पोद्दार के निर्देशन में चाइल्ड हेल्पलाइन एवं पुलिस की संयुक्त टीम ने नाबालिग का होने वाला बाल विवाह रुकवाया।: [1088, 756, 1287, 814]
- paragraph: [1116, 198, 1300, 382]
- page-header: [17, 14, 1499, 41]
- edition-masthead: राष्ट्रदूत हिण्डौन सिटी, 18 फरवरी, 2026: [1248, 14, 1492, 41]
- article-headline: नाबालिग का होने वाला बाल विवाह रुकवाया: [1121, 674, 1466, 742]
- registration-dot: [1420, 2386, 1429, 2396]
- registration-dot: [879, 2386, 888, 2396]
- highlight-box: [941, 1255, 1115, 1305]
